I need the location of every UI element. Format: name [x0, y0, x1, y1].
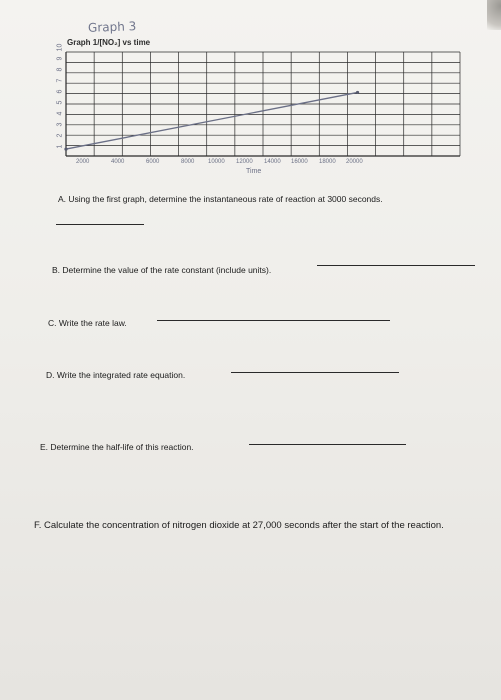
x-tick-label: 2000 [76, 159, 90, 165]
x-tick-label: 14000 [264, 159, 281, 165]
x-tick-label: 20000 [346, 159, 363, 165]
y-tick-label: 1 [56, 144, 64, 149]
answer-line-a[interactable] [56, 224, 144, 225]
x-tick-label: 4000 [111, 159, 125, 165]
x-tick-label: 18000 [319, 159, 336, 165]
series-line [66, 92, 358, 149]
question-a: A. Using the first graph, determine the instantaneous rate of reaction at 3000 seconds. [58, 194, 383, 204]
question-e: E. Determine the half-life of this reaction. [40, 442, 194, 452]
y-tick-label: 9 [56, 56, 64, 61]
series-point [64, 147, 67, 150]
y-tick-label: 4 [56, 111, 64, 116]
answer-line-d[interactable] [231, 372, 399, 373]
y-tick-label: 7 [56, 78, 64, 83]
x-tick-label: 6000 [146, 159, 160, 165]
x-tick-label: 16000 [291, 159, 308, 165]
answer-line-b[interactable] [317, 265, 475, 266]
x-tick-label: 10000 [208, 159, 225, 165]
answer-line-c[interactable] [157, 320, 390, 321]
grid-lines [66, 52, 460, 156]
answer-line-e[interactable] [249, 444, 406, 445]
question-f: F. Calculate the concentration of nitrogen dioxide at 27,000 seconds after the start of the reaction. [34, 520, 444, 531]
question-d: D. Write the integrated rate equation. [46, 370, 186, 380]
graph-title: Graph 1/[NO₂] vs time [67, 38, 151, 47]
question-c: C. Write the rate law. [48, 318, 127, 328]
question-b: B. Determine the value of the rate constant (include units). [52, 265, 272, 275]
y-tick-label: 8 [56, 67, 64, 72]
series-point [356, 91, 359, 94]
y-tick-label: 6 [56, 89, 64, 94]
y-tick-label: 2 [56, 133, 64, 138]
y-tick-label: 5 [56, 100, 64, 105]
y-tick-label: 3 [56, 122, 64, 127]
y-tick-label: 10 [56, 43, 64, 52]
graph-handwritten-title: Graph 3 [87, 19, 137, 35]
x-tick-label: 8000 [181, 159, 195, 165]
x-axis-label: Time [246, 168, 262, 175]
x-tick-label: 12000 [236, 159, 253, 165]
